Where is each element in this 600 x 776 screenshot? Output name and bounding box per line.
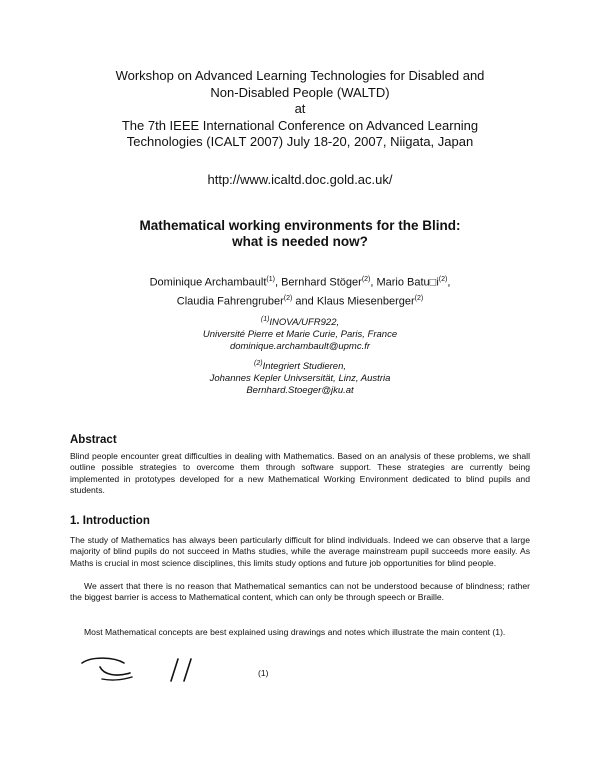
affiliation-label: INOVA/UFR922, (269, 317, 340, 329)
handwritten-figure-drawing (78, 653, 218, 685)
affiliation-mark: (2) (283, 294, 293, 302)
author-name: Claudia Fahrengruber (176, 295, 284, 308)
paper-title (60, 218, 540, 250)
author-line (60, 291, 540, 310)
affiliation-email[interactable]: Bernhard.Stoeger@jku.at (246, 385, 354, 397)
affiliation-2 (100, 358, 500, 397)
venue-line: Non-Disabled People (WALTD) (210, 84, 390, 100)
affiliation-mark: (2) (254, 360, 263, 367)
title-line: Mathematical working environments for the Blind: (139, 218, 461, 233)
abstract-heading: Abstract (70, 434, 117, 446)
affiliation-1 (100, 314, 500, 353)
affiliation-name (100, 358, 500, 373)
abstract-text: Blind people encounter great difficulties in dealing with Mathematics. Based on an analysis of these problems, we shall outline possible strategies to overcome them through software support. These strategies are currently being implemented in prototypes developed for a new Mathematical Working Environment dedicated to blind pupils and students. (70, 451, 530, 495)
venue-line: at (294, 101, 306, 116)
affiliation-name (100, 314, 500, 329)
author-list (60, 272, 540, 309)
intro-paragraph-3: Most Mathematical concepts are best explained using drawings and notes which illustrate the main content (1). (84, 627, 506, 637)
affiliation-label: Integriert Studieren, (262, 361, 346, 373)
author-name: , Mario Batu□i (370, 276, 439, 289)
venue-header (60, 68, 540, 151)
slash-stroke (184, 659, 191, 681)
affiliation-org: Johannes Kepler Univsersität, Linz, Austria (209, 373, 391, 385)
affiliation-mark: (1) (266, 276, 275, 283)
author-name: Dominique Archambault (149, 276, 267, 289)
title-line: what is needed now? (232, 234, 368, 249)
curved-stroke (102, 677, 132, 680)
venue-line: Workshop on Advanced Learning Technologies for Disabled and (115, 68, 485, 83)
venue-line: The 7th IEEE International Conference on Advanced Learning (121, 117, 479, 133)
workshop-url[interactable]: http://www.icaltd.doc.gold.ac.uk/ (207, 172, 393, 187)
author-line (60, 272, 540, 291)
affiliation-email[interactable]: dominique.archambault@upmc.fr (229, 341, 371, 353)
affiliation-mark: (2) (438, 276, 448, 283)
author-separator: , (447, 276, 451, 289)
affiliation-mark: (2) (414, 294, 424, 302)
affiliation-org: Université Pierre et Marie Curie, Paris, France (202, 329, 398, 341)
author-name: and Klaus Miesenberger (292, 295, 415, 308)
intro-paragraph-1: The study of Mathematics has always been particularly difficult for blind individuals. Indeed we can observe that a large majority of blind pupils do not succeed in Maths studies, while the average mainstream pupil succeeds more easily. As Maths is crucial in most science disciplines, this limits study options and future job opportunities for blind people. (70, 535, 530, 568)
venue-line: Technologies (ICALT 2007) July 18-20, 2007, Niigata, Japan (126, 134, 474, 149)
affiliation-mark: (2) (361, 276, 371, 283)
slash-stroke (171, 659, 178, 681)
author-name: , Bernhard Stöger (274, 276, 362, 289)
intro-paragraph-2: We assert that there is no reason that Mathematical semantics can not be understood because of blindness; rather the biggest barrier is access to Mathematical content, which can only be through speech or Braille. (70, 581, 530, 603)
introduction-heading: 1. Introduction (70, 515, 150, 527)
curved-stroke (82, 658, 124, 663)
affiliation-mark: (1) (260, 316, 270, 323)
curved-stroke (100, 667, 130, 675)
figure-number: (1) (258, 668, 269, 678)
